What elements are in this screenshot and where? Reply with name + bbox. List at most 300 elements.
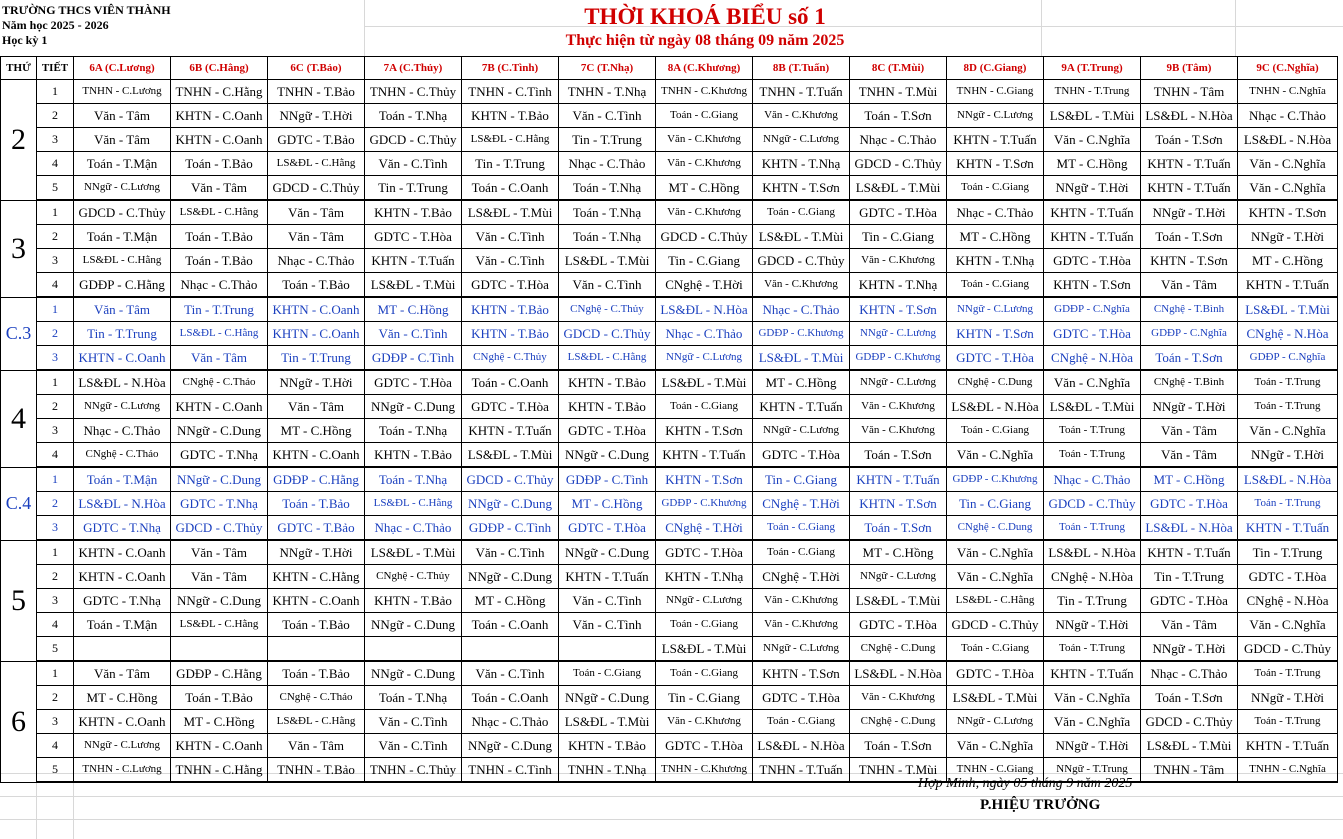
- lesson-cell: Nhạc - C.Thảo: [656, 322, 753, 346]
- lesson-cell: GDTC - T.Nhạ: [171, 492, 268, 516]
- lesson-cell: Toán - C.Giang: [947, 637, 1044, 662]
- period-number: 3: [37, 346, 74, 371]
- page-title: THỜI KHOÁ BIỂU số 1: [584, 4, 826, 29]
- header-class: 8B (T.Tuấn): [753, 57, 850, 80]
- lesson-cell: GDTC - T.Hòa: [1141, 589, 1238, 613]
- lesson-cell: Nhạc - C.Thảo: [1141, 661, 1238, 686]
- lesson-cell: NNgữ - C.Dung: [462, 734, 559, 758]
- period-number: 4: [37, 273, 74, 298]
- lesson-cell: TNHN - C.Nghĩa: [1238, 758, 1338, 783]
- day-label: 3: [1, 200, 37, 297]
- lesson-cell: GDCD - C.Thủy: [947, 613, 1044, 637]
- period-number: 1: [37, 370, 74, 395]
- lesson-cell: NNgữ - C.Lương: [753, 637, 850, 662]
- lesson-cell: Văn - Tâm: [1141, 443, 1238, 468]
- lesson-cell: GDTC - T.Hòa: [1141, 492, 1238, 516]
- lesson-cell: Toán - T.Sơn: [1141, 128, 1238, 152]
- lesson-cell: [462, 637, 559, 662]
- lesson-cell: Văn - C.Tình: [559, 104, 656, 128]
- period-row: [1, 200, 1338, 225]
- lesson-cell: Văn - C.Tình: [462, 661, 559, 686]
- school-name: TRƯỜNG THCS VIÊN THÀNH: [2, 3, 171, 17]
- lesson-cell: TNHN - C.Tình: [462, 80, 559, 104]
- lesson-cell: KHTN - T.Sơn: [656, 419, 753, 443]
- lesson-cell: Văn - C.Nghĩa: [1044, 370, 1141, 395]
- period-row: [1, 225, 1338, 249]
- lesson-cell: Toán - T.Nhạ: [365, 467, 462, 492]
- lesson-cell: Toán - T.Sơn: [1141, 346, 1238, 371]
- lesson-cell: KHTN - T.Sơn: [753, 661, 850, 686]
- period-row: [1, 80, 1338, 104]
- day-label: 2: [1, 80, 37, 201]
- lesson-cell: NNgữ - C.Dung: [559, 686, 656, 710]
- lesson-cell: KHTN - T.Nhạ: [947, 249, 1044, 273]
- lesson-cell: NNgữ - T.Hời: [268, 540, 365, 565]
- period-row: [1, 249, 1338, 273]
- lesson-cell: Văn - Tâm: [74, 661, 171, 686]
- lesson-cell: NNgữ - T.Hời: [268, 104, 365, 128]
- lesson-cell: GDTC - T.Hòa: [559, 419, 656, 443]
- period-row: [1, 152, 1338, 176]
- lesson-cell: Toán - T.Bảo: [171, 249, 268, 273]
- lesson-cell: MT - C.Hồng: [1238, 249, 1338, 273]
- period-number: 1: [37, 80, 74, 104]
- lesson-cell: CNghệ - C.Thảo: [268, 686, 365, 710]
- lesson-cell: Văn - C.Nghĩa: [947, 565, 1044, 589]
- lesson-cell: Văn - C.Khương: [656, 152, 753, 176]
- lesson-cell: [268, 637, 365, 662]
- lesson-cell: NNgữ - T.Trung: [1044, 758, 1141, 783]
- lesson-cell: NNgữ - C.Dung: [365, 395, 462, 419]
- lesson-cell: NNgữ - C.Lương: [74, 734, 171, 758]
- period-number: 3: [37, 128, 74, 152]
- lesson-cell: GDCD - C.Thủy: [365, 128, 462, 152]
- lesson-cell: Văn - C.Khương: [753, 273, 850, 298]
- lesson-cell: Tin - T.Trung: [268, 346, 365, 371]
- lesson-cell: GDTC - T.Hòa: [1044, 249, 1141, 273]
- lesson-cell: Văn - C.Khương: [850, 249, 947, 273]
- lesson-cell: Tin - T.Trung: [171, 297, 268, 322]
- lesson-cell: KHTN - T.Nhạ: [753, 152, 850, 176]
- lesson-cell: Toán - T.Trung: [1044, 443, 1141, 468]
- lesson-cell: CNghệ - N.Hòa: [1044, 346, 1141, 371]
- lesson-cell: Toán - T.Bảo: [268, 661, 365, 686]
- lesson-cell: LS&ĐL - N.Hòa: [753, 734, 850, 758]
- lesson-cell: GDCD - C.Thủy: [268, 176, 365, 201]
- lesson-cell: TNHN - C.Thủy: [365, 80, 462, 104]
- lesson-cell: LS&ĐL - T.Mùi: [559, 249, 656, 273]
- lesson-cell: KHTN - T.Bảo: [559, 734, 656, 758]
- lesson-cell: Văn - C.Tình: [462, 540, 559, 565]
- period-row: [1, 273, 1338, 298]
- header-class: 8C (T.Mùi): [850, 57, 947, 80]
- lesson-cell: NNgữ - T.Hời: [1141, 395, 1238, 419]
- lesson-cell: Toán - T.Trung: [1238, 661, 1338, 686]
- lesson-cell: Toán - T.Mận: [74, 152, 171, 176]
- lesson-cell: NNgữ - C.Dung: [171, 467, 268, 492]
- lesson-cell: GDTC - T.Hòa: [947, 346, 1044, 371]
- lesson-cell: Văn - C.Tình: [559, 273, 656, 298]
- lesson-cell: NNgữ - T.Hời: [1238, 225, 1338, 249]
- lesson-cell: KHTN - T.Bảo: [365, 200, 462, 225]
- lesson-cell: TNHN - C.Khương: [656, 80, 753, 104]
- lesson-cell: NNgữ - T.Hời: [1141, 637, 1238, 662]
- period-number: 4: [37, 734, 74, 758]
- lesson-cell: MT - C.Hồng: [268, 419, 365, 443]
- lesson-cell: Văn - C.Khương: [656, 200, 753, 225]
- lesson-cell: NNgữ - C.Lương: [74, 176, 171, 201]
- lesson-cell: Toán - T.Sơn: [1141, 686, 1238, 710]
- lesson-cell: CNghệ - C.Thủy: [462, 346, 559, 371]
- lesson-cell: NNgữ - C.Lương: [74, 395, 171, 419]
- lesson-cell: KHTN - T.Bảo: [462, 104, 559, 128]
- lesson-cell: NNgữ - C.Lương: [753, 419, 850, 443]
- lesson-cell: LS&ĐL - N.Hòa: [1238, 467, 1338, 492]
- lesson-cell: KHTN - T.Tuấn: [365, 249, 462, 273]
- lesson-cell: CNghệ - C.Thủy: [365, 565, 462, 589]
- lesson-cell: NNgữ - T.Hời: [1044, 176, 1141, 201]
- lesson-cell: LS&ĐL - N.Hòa: [1238, 128, 1338, 152]
- lesson-cell: [171, 637, 268, 662]
- lesson-cell: NNgữ - C.Dung: [559, 540, 656, 565]
- lesson-cell: TNHN - T.Mùi: [850, 80, 947, 104]
- lesson-cell: Văn - Tâm: [74, 128, 171, 152]
- lesson-cell: KHTN - T.Tuấn: [1044, 225, 1141, 249]
- lesson-cell: LS&ĐL - T.Mùi: [462, 200, 559, 225]
- lesson-cell: GDTC - T.Nhạ: [74, 516, 171, 541]
- period-row: [1, 419, 1338, 443]
- lesson-cell: GDTC - T.Hòa: [850, 613, 947, 637]
- period-row: [1, 467, 1338, 492]
- lesson-cell: Toán - T.Mận: [74, 613, 171, 637]
- lesson-cell: Toán - C.Giang: [753, 710, 850, 734]
- lesson-cell: NNgữ - C.Lương: [656, 589, 753, 613]
- lesson-cell: Văn - C.Khương: [656, 710, 753, 734]
- timetable: [0, 56, 1338, 783]
- lesson-cell: KHTN - T.Tuấn: [947, 128, 1044, 152]
- lesson-cell: KHTN - T.Bảo: [365, 443, 462, 468]
- lesson-cell: KHTN - T.Tuấn: [1141, 176, 1238, 201]
- lesson-cell: Toán - T.Bảo: [171, 686, 268, 710]
- lesson-cell: TNHN - C.Thủy: [365, 758, 462, 783]
- lesson-cell: LS&ĐL - C.Hằng: [268, 152, 365, 176]
- lesson-cell: NNgữ - T.Hời: [268, 370, 365, 395]
- lesson-cell: TNHN - T.Trung: [1044, 80, 1141, 104]
- footer-date: Hợp Minh, ngày 05 tháng 9 năm 2025: [918, 776, 1133, 791]
- period-number: 2: [37, 686, 74, 710]
- lesson-cell: CNghệ - C.Thảo: [74, 443, 171, 468]
- lesson-cell: MT - C.Hồng: [850, 540, 947, 565]
- period-row: [1, 128, 1338, 152]
- lesson-cell: GDCD - C.Thủy: [559, 322, 656, 346]
- lesson-cell: LS&ĐL - T.Mùi: [850, 176, 947, 201]
- lesson-cell: Văn - C.Khương: [753, 104, 850, 128]
- lesson-cell: GDĐP - C.Khương: [850, 346, 947, 371]
- lesson-cell: Văn - Tâm: [171, 540, 268, 565]
- lesson-cell: Toán - C.Oanh: [462, 176, 559, 201]
- lesson-cell: KHTN - T.Sơn: [850, 297, 947, 322]
- lesson-cell: LS&ĐL - C.Hằng: [365, 492, 462, 516]
- period-number: 4: [37, 443, 74, 468]
- lesson-cell: LS&ĐL - T.Mùi: [1238, 297, 1338, 322]
- lesson-cell: Văn - C.Khương: [753, 589, 850, 613]
- lesson-cell: LS&ĐL - T.Mùi: [947, 686, 1044, 710]
- lesson-cell: GDTC - T.Bảo: [268, 516, 365, 541]
- lesson-cell: Toán - T.Nhạ: [365, 104, 462, 128]
- lesson-cell: GDĐP - C.Tình: [559, 467, 656, 492]
- lesson-cell: KHTN - T.Tuấn: [753, 395, 850, 419]
- lesson-cell: MT - C.Hồng: [365, 297, 462, 322]
- lesson-cell: Văn - C.Tình: [462, 249, 559, 273]
- lesson-cell: KHTN - T.Bảo: [365, 589, 462, 613]
- lesson-cell: KHTN - T.Sơn: [850, 492, 947, 516]
- lesson-cell: LS&ĐL - N.Hòa: [74, 370, 171, 395]
- lesson-cell: Văn - C.Khương: [656, 128, 753, 152]
- period-number: 2: [37, 395, 74, 419]
- lesson-cell: KHTN - C.Oanh: [268, 443, 365, 468]
- lesson-cell: Toán - T.Nhạ: [559, 200, 656, 225]
- lesson-cell: GDĐP - C.Khương: [947, 467, 1044, 492]
- lesson-cell: NNgữ - C.Dung: [171, 419, 268, 443]
- lesson-cell: KHTN - C.Oanh: [268, 297, 365, 322]
- lesson-cell: KHTN - T.Sơn: [1044, 273, 1141, 298]
- lesson-cell: TNHN - T.Bảo: [268, 80, 365, 104]
- lesson-cell: NNgữ - C.Lương: [947, 104, 1044, 128]
- lesson-cell: KHTN - C.Oanh: [171, 734, 268, 758]
- lesson-cell: LS&ĐL - C.Hằng: [947, 589, 1044, 613]
- lesson-cell: Toán - C.Giang: [656, 613, 753, 637]
- lesson-cell: CNghệ - T.Bình: [1141, 297, 1238, 322]
- header-class: 9B (Tâm): [1141, 57, 1238, 80]
- lesson-cell: TNHN - C.Nghĩa: [1238, 80, 1338, 104]
- period-row: [1, 322, 1338, 346]
- lesson-cell: GDCD - C.Thủy: [1238, 637, 1338, 662]
- lesson-cell: Tin - T.Trung: [74, 322, 171, 346]
- period-row: [1, 516, 1338, 541]
- day-label: 4: [1, 370, 37, 467]
- lesson-cell: KHTN - C.Oanh: [74, 565, 171, 589]
- period-number: 4: [37, 152, 74, 176]
- lesson-cell: TNHN - C.Khương: [656, 758, 753, 783]
- lesson-cell: Toán - T.Trung: [1044, 516, 1141, 541]
- lesson-cell: MT - C.Hồng: [656, 176, 753, 201]
- lesson-cell: MT - C.Hồng: [1044, 152, 1141, 176]
- lesson-cell: Văn - C.Nghĩa: [1238, 613, 1338, 637]
- lesson-cell: Tin - T.Trung: [1141, 565, 1238, 589]
- period-number: 2: [37, 225, 74, 249]
- lesson-cell: TNHN - T.Tuấn: [753, 80, 850, 104]
- lesson-cell: LS&ĐL - T.Mùi: [462, 443, 559, 468]
- lesson-cell: Văn - Tâm: [268, 734, 365, 758]
- lesson-cell: Toán - T.Nhạ: [559, 176, 656, 201]
- lesson-cell: Toán - C.Giang: [753, 516, 850, 541]
- lesson-cell: KHTN - T.Tuấn: [1044, 661, 1141, 686]
- lesson-cell: NNgữ - C.Lương: [850, 565, 947, 589]
- lesson-cell: GDCD - C.Thủy: [753, 249, 850, 273]
- period-row: [1, 492, 1338, 516]
- lesson-cell: GDĐP - C.Nghĩa: [1044, 297, 1141, 322]
- period-number: 2: [37, 565, 74, 589]
- lesson-cell: NNgữ - C.Lương: [753, 128, 850, 152]
- lesson-cell: KHTN - T.Nhạ: [656, 565, 753, 589]
- lesson-cell: LS&ĐL - C.Hằng: [74, 249, 171, 273]
- lesson-cell: KHTN - T.Tuấn: [1044, 200, 1141, 225]
- header-class: 9C (C.Nghĩa): [1238, 57, 1338, 80]
- lesson-cell: Toán - T.Sơn: [850, 443, 947, 468]
- lesson-cell: TNHN - C.Hằng: [171, 758, 268, 783]
- lesson-cell: GDTC - T.Bảo: [268, 128, 365, 152]
- lesson-cell: Toán - T.Trung: [1044, 419, 1141, 443]
- lesson-cell: NNgữ - C.Dung: [462, 565, 559, 589]
- period-row: [1, 613, 1338, 637]
- lesson-cell: LS&ĐL - C.Hằng: [462, 128, 559, 152]
- period-row: [1, 661, 1338, 686]
- lesson-cell: GDTC - T.Hòa: [559, 516, 656, 541]
- header-period: TIẾT: [37, 57, 74, 80]
- lesson-cell: MT - C.Hồng: [753, 370, 850, 395]
- lesson-cell: Toán - C.Giang: [947, 273, 1044, 298]
- lesson-cell: Tin - C.Giang: [656, 686, 753, 710]
- lesson-cell: CNghệ - T.Hời: [656, 273, 753, 298]
- period-number: 1: [37, 297, 74, 322]
- lesson-cell: TNHN - Tâm: [1141, 758, 1238, 783]
- lesson-cell: LS&ĐL - C.Hằng: [171, 613, 268, 637]
- lesson-cell: TNHN - C.Lương: [74, 80, 171, 104]
- lesson-cell: KHTN - T.Sơn: [753, 176, 850, 201]
- lesson-cell: Tin - T.Trung: [1238, 540, 1338, 565]
- lesson-cell: Văn - Tâm: [74, 297, 171, 322]
- lesson-cell: Văn - C.Tình: [365, 710, 462, 734]
- lesson-cell: Văn - C.Tình: [365, 734, 462, 758]
- lesson-cell: NNgữ - C.Dung: [559, 443, 656, 468]
- lesson-cell: NNgữ - C.Lương: [656, 346, 753, 371]
- lesson-cell: GDCD - C.Thủy: [656, 225, 753, 249]
- lesson-cell: KHTN - T.Bảo: [559, 370, 656, 395]
- lesson-cell: CNghệ - T.Hời: [753, 565, 850, 589]
- lesson-cell: GDTC - T.Hòa: [1238, 565, 1338, 589]
- page-subtitle: Thực hiện từ ngày 08 tháng 09 năm 2025: [565, 32, 845, 49]
- lesson-cell: Nhạc - C.Thảo: [171, 273, 268, 298]
- lesson-cell: LS&ĐL - T.Mùi: [656, 637, 753, 662]
- lesson-cell: [74, 637, 171, 662]
- lesson-cell: NNgữ - T.Hời: [1238, 686, 1338, 710]
- lesson-cell: TNHN - C.Lương: [74, 758, 171, 783]
- lesson-cell: Văn - C.Nghĩa: [947, 540, 1044, 565]
- lesson-cell: CNghệ - N.Hòa: [1238, 589, 1338, 613]
- lesson-cell: GDTC - T.Hòa: [365, 370, 462, 395]
- lesson-cell: KHTN - C.Oanh: [74, 540, 171, 565]
- lesson-cell: GDTC - T.Hòa: [753, 686, 850, 710]
- lesson-cell: Văn - C.Tình: [462, 225, 559, 249]
- lesson-cell: NNgữ - C.Dung: [462, 492, 559, 516]
- lesson-cell: Toán - T.Nhạ: [365, 686, 462, 710]
- lesson-cell: MT - C.Hồng: [947, 225, 1044, 249]
- header-class: 8A (C.Khương): [656, 57, 753, 80]
- header-class: 6A (C.Lương): [74, 57, 171, 80]
- lesson-cell: KHTN - T.Sơn: [656, 467, 753, 492]
- lesson-cell: LS&ĐL - T.Mùi: [753, 346, 850, 371]
- lesson-cell: MT - C.Hồng: [171, 710, 268, 734]
- lesson-cell: [559, 637, 656, 662]
- lesson-cell: GDĐP - C.Khương: [753, 322, 850, 346]
- lesson-cell: GDTC - T.Nhạ: [74, 589, 171, 613]
- lesson-cell: CNghệ - C.Thảo: [171, 370, 268, 395]
- lesson-cell: Toán - C.Giang: [559, 661, 656, 686]
- timetable-header: [1, 57, 1338, 80]
- lesson-cell: TNHN - T.Bảo: [268, 758, 365, 783]
- lesson-cell: LS&ĐL - C.Hằng: [268, 710, 365, 734]
- lesson-cell: LS&ĐL - T.Mùi: [365, 273, 462, 298]
- lesson-cell: Toán - C.Giang: [656, 395, 753, 419]
- lesson-cell: GDTC - T.Hòa: [656, 540, 753, 565]
- lesson-cell: MT - C.Hồng: [74, 686, 171, 710]
- lesson-cell: Nhạc - C.Thảo: [1238, 104, 1338, 128]
- lesson-cell: Toán - T.Trung: [1238, 492, 1338, 516]
- lesson-cell: KHTN - T.Tuấn: [1238, 273, 1338, 298]
- lesson-cell: Văn - C.Nghĩa: [1044, 128, 1141, 152]
- lesson-cell: KHTN - C.Hằng: [268, 565, 365, 589]
- lesson-cell: KHTN - C.Oanh: [268, 322, 365, 346]
- lesson-cell: GDĐP - C.Tình: [365, 346, 462, 371]
- lesson-cell: Tin - C.Giang: [656, 249, 753, 273]
- lesson-cell: CNghệ - N.Hòa: [1238, 322, 1338, 346]
- lesson-cell: Văn - Tâm: [171, 176, 268, 201]
- lesson-cell: Nhạc - C.Thảo: [850, 128, 947, 152]
- lesson-cell: Văn - C.Nghĩa: [947, 734, 1044, 758]
- period-row: [1, 540, 1338, 565]
- lesson-cell: GDĐP - C.Khương: [656, 492, 753, 516]
- lesson-cell: KHTN - T.Bảo: [462, 322, 559, 346]
- lesson-cell: Nhạc - C.Thảo: [947, 200, 1044, 225]
- lesson-cell: GDTC - T.Hòa: [947, 661, 1044, 686]
- period-number: 5: [37, 176, 74, 201]
- period-number: 3: [37, 419, 74, 443]
- lesson-cell: GDTC - T.Hòa: [753, 443, 850, 468]
- lesson-cell: Toán - T.Mận: [74, 467, 171, 492]
- lesson-cell: KHTN - T.Nhạ: [850, 273, 947, 298]
- period-number: 5: [37, 758, 74, 783]
- lesson-cell: Nhạc - C.Thảo: [268, 249, 365, 273]
- lesson-cell: LS&ĐL - T.Mùi: [559, 710, 656, 734]
- lesson-cell: Nhạc - C.Thảo: [1044, 467, 1141, 492]
- lesson-cell: Nhạc - C.Thảo: [753, 297, 850, 322]
- period-row: [1, 443, 1338, 468]
- period-number: 1: [37, 661, 74, 686]
- period-number: 3: [37, 516, 74, 541]
- lesson-cell: Văn - C.Nghĩa: [1044, 686, 1141, 710]
- lesson-cell: KHTN - T.Tuấn: [850, 467, 947, 492]
- lesson-cell: GDTC - T.Hòa: [365, 225, 462, 249]
- period-row: [1, 710, 1338, 734]
- lesson-cell: Toán - C.Oanh: [462, 613, 559, 637]
- lesson-cell: LS&ĐL - T.Mùi: [656, 370, 753, 395]
- lesson-cell: CNghệ - T.Bình: [1141, 370, 1238, 395]
- lesson-cell: GDĐP - C.Hằng: [74, 273, 171, 298]
- day-label: C.3: [1, 297, 37, 370]
- lesson-cell: Toán - T.Bảo: [268, 613, 365, 637]
- period-number: 3: [37, 589, 74, 613]
- lesson-cell: Toán - C.Giang: [753, 540, 850, 565]
- lesson-cell: KHTN - C.Oanh: [171, 395, 268, 419]
- lesson-cell: KHTN - C.Oanh: [171, 128, 268, 152]
- lesson-cell: NNgữ - C.Lương: [850, 322, 947, 346]
- period-row: [1, 346, 1338, 371]
- lesson-cell: LS&ĐL - N.Hòa: [656, 297, 753, 322]
- lesson-cell: NNgữ - T.Hời: [1141, 200, 1238, 225]
- lesson-cell: NNgữ - C.Dung: [365, 661, 462, 686]
- lesson-cell: LS&ĐL - N.Hòa: [74, 492, 171, 516]
- header-class: 9A (T.Trung): [1044, 57, 1141, 80]
